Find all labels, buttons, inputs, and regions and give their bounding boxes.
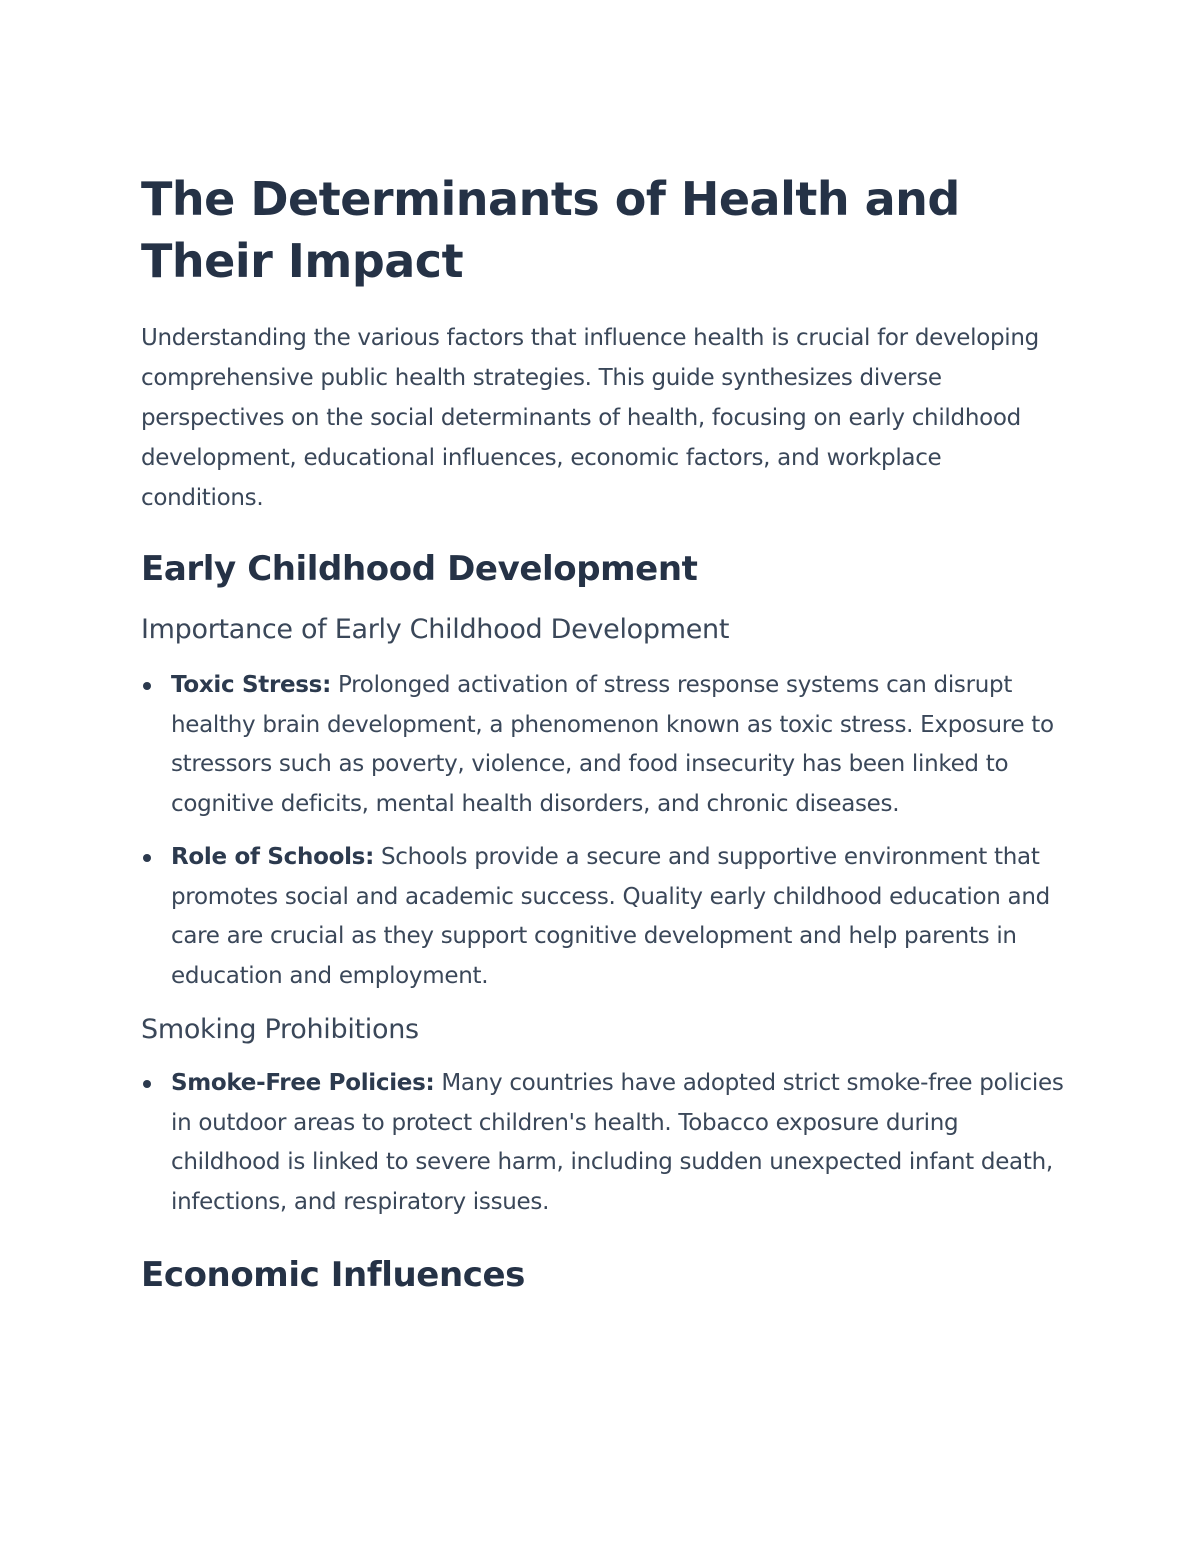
list-item-term: Toxic Stress: [171,672,331,698]
subsection-heading-importance: Importance of Early Childhood Development [141,614,730,645]
bullet-list-importance [141,666,1066,996]
document-page [141,168,1066,1298]
list-item [141,838,1066,996]
bullet-icon [143,854,151,862]
list-item-text: Schools provide a secure and supportive environment that promotes social and academic success. Quality early childhood education and care are crucial as they support cognitive development and help parents in education and employment. [171,844,1050,989]
list-item [141,666,1066,824]
bullet-icon [143,1080,151,1088]
list-item-text: Prolonged activation of stress response systems can disrupt healthy brain development, a phenomenon known as toxic stress. Exposure to stressors such as poverty, violence, and food insecurity has been linked to cognitive deficits, mental health disorders, and chronic diseases. [171,672,1054,817]
list-item-term: Smoke-Free Policies: [171,1070,435,1096]
document-title: The Determinants of Health and Their Impact [141,172,960,288]
bullet-icon [143,682,151,690]
section-heading-early-childhood: Early Childhood Development [141,549,698,589]
subsection-heading-smoking: Smoking Prohibitions [141,1014,419,1045]
intro-paragraph: Understanding the various factors that influence health is crucial for developing comprehensive public health strategies. This guide synthesizes diverse perspectives on the social determinants of health, focusing on early childhood development, educational influences, economic factors, and workplace conditions. [141,325,1039,511]
list-item [141,1064,1066,1222]
bullet-list-smoking [141,1064,1066,1222]
list-item-text: Many countries have adopted strict smoke-free policies in outdoor areas to protect children's health. Tobacco exposure during childhood is linked to severe harm, including sudden unexpected infant death, infections, and respiratory issues. [171,1070,1064,1215]
list-item-term: Role of Schools: [171,844,374,870]
section-heading-economic: Economic Influences [141,1255,525,1295]
